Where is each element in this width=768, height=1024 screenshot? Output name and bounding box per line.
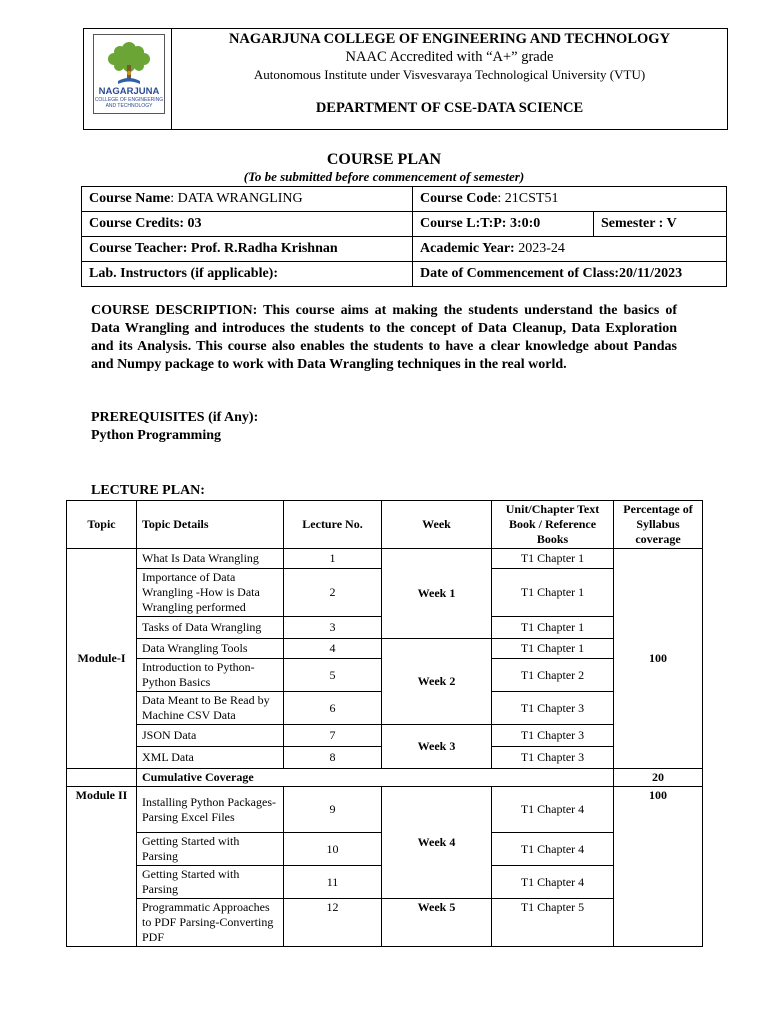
page-title: COURSE PLAN bbox=[326, 151, 442, 168]
lab-instructors-cell: Lab. Instructors (if applicable): bbox=[82, 262, 413, 287]
svg-text:COLLEGE OF ENGINEERING: COLLEGE OF ENGINEERING bbox=[94, 97, 164, 103]
topic-detail: Getting Started with Parsing bbox=[137, 833, 284, 866]
week-cell: Week 2 bbox=[382, 639, 492, 725]
cumulative-coverage-label: Cumulative Coverage bbox=[137, 769, 614, 787]
course-description: COURSE DESCRIPTION: This course aims at making the students understand the basics of Data Wrangling and introduces the students to the concept of Data Cleanup, Data Exploration and its Analysis. This course also enables the students to have a clear knowledge about Pandas and Numpy package to work with Data Wrangling techniques in the real world. bbox=[91, 303, 677, 372]
week-cell: Week 5 bbox=[382, 899, 492, 947]
cumulative-coverage-value: 20 bbox=[614, 769, 703, 787]
department-name: DEPARTMENT OF CSE-DATA SCIENCE bbox=[315, 100, 584, 116]
chapter-ref: T1 Chapter 2 bbox=[492, 659, 614, 692]
lecture-number: 12 bbox=[284, 899, 382, 947]
course-code-cell: Course Code: 21CST51 bbox=[413, 187, 727, 212]
syllabus-percentage: 100 bbox=[614, 787, 703, 947]
week-cell: Week 4 bbox=[382, 787, 492, 899]
topic-detail: Data Wrangling Tools bbox=[137, 639, 284, 659]
commencement-date-cell: Date of Commencement of Class:20/11/2023 bbox=[413, 262, 727, 287]
topic-detail: JSON Data bbox=[137, 725, 284, 747]
svg-text:AND TECHNOLOGY: AND TECHNOLOGY bbox=[105, 103, 153, 109]
topic-detail: Importance of Data Wrangling -How is Data Wrangling performed bbox=[137, 569, 284, 617]
lecture-number: 2 bbox=[284, 569, 382, 617]
naac-accreditation: NAAC Accredited with “A+” grade bbox=[345, 49, 554, 65]
lecture-plan-table bbox=[66, 500, 703, 947]
col-header-topic-details: Topic Details bbox=[137, 501, 284, 549]
topic-detail: XML Data bbox=[137, 747, 284, 769]
lecture-number: 4 bbox=[284, 639, 382, 659]
lecture-number: 8 bbox=[284, 747, 382, 769]
chapter-ref: T1 Chapter 4 bbox=[492, 866, 614, 899]
lecture-number: 9 bbox=[284, 787, 382, 833]
autonomous-line: Autonomous Institute under Visvesvaraya Technological University (VTU) bbox=[253, 67, 646, 82]
course-credits-cell: Course Credits: 03 bbox=[82, 212, 413, 237]
course-name-cell: Course Name: DATA WRANGLING bbox=[82, 187, 413, 212]
lecture-number: 1 bbox=[284, 549, 382, 569]
chapter-ref: T1 Chapter 3 bbox=[492, 692, 614, 725]
course-teacher-cell: Course Teacher: Prof. R.Radha Krishnan bbox=[82, 237, 413, 262]
college-name: NAGARJUNA COLLEGE OF ENGINEERING AND TECHNOLOGY bbox=[228, 31, 671, 47]
chapter-ref: T1 Chapter 4 bbox=[492, 833, 614, 866]
topic-detail: Data Meant to Be Read by Machine CSV Data bbox=[137, 692, 284, 725]
course-ltp-cell: Course L:T:P: 3:0:0 bbox=[413, 212, 594, 237]
chapter-ref: T1 Chapter 5 bbox=[492, 899, 614, 947]
week-cell: Week 3 bbox=[382, 725, 492, 769]
prerequisites-heading: PREREQUISITES (if Any): bbox=[91, 410, 259, 425]
lecture-number: 7 bbox=[284, 725, 382, 747]
lecture-number: 6 bbox=[284, 692, 382, 725]
topic-detail: Programmatic Approaches to PDF Parsing-Converting PDF bbox=[137, 899, 284, 947]
topic-detail: Introduction to Python-Python Basics bbox=[137, 659, 284, 692]
topic-detail: Installing Python Packages-Parsing Excel Files bbox=[137, 787, 284, 833]
logo-cell bbox=[84, 29, 172, 129]
topic-detail: Getting Started with Parsing bbox=[137, 866, 284, 899]
chapter-ref: T1 Chapter 3 bbox=[492, 725, 614, 747]
syllabus-percentage: 100 bbox=[614, 549, 703, 769]
col-header-lecture-no: Lecture No. bbox=[284, 501, 382, 549]
chapter-ref: T1 Chapter 4 bbox=[492, 787, 614, 833]
col-header-topic: Topic bbox=[67, 501, 137, 549]
chapter-ref: T1 Chapter 3 bbox=[492, 747, 614, 769]
academic-year-cell: Academic Year: 2023-24 bbox=[413, 237, 727, 262]
chapter-ref: T1 Chapter 1 bbox=[492, 617, 614, 639]
col-header-unit-chapter: Unit/Chapter Text Book / Reference Books bbox=[492, 501, 614, 549]
header-text bbox=[172, 29, 727, 117]
college-header bbox=[83, 28, 728, 130]
module-name: Module-I bbox=[67, 549, 137, 769]
topic-detail: What Is Data Wrangling bbox=[137, 549, 284, 569]
lecture-number: 11 bbox=[284, 866, 382, 899]
lecture-plan-heading: LECTURE PLAN: bbox=[91, 483, 205, 498]
lecture-number: 10 bbox=[284, 833, 382, 866]
topic-detail: Tasks of Data Wrangling bbox=[137, 617, 284, 639]
lecture-number: 5 bbox=[284, 659, 382, 692]
lecture-number: 3 bbox=[284, 617, 382, 639]
chapter-ref: T1 Chapter 1 bbox=[492, 569, 614, 617]
week-cell: Week 1 bbox=[382, 549, 492, 639]
page-subtitle: (To be submitted before commencement of semester) bbox=[243, 169, 525, 184]
chapter-ref: T1 Chapter 1 bbox=[492, 639, 614, 659]
chapter-ref: T1 Chapter 1 bbox=[492, 549, 614, 569]
col-header-week: Week bbox=[382, 501, 492, 549]
semester-cell: Semester : V bbox=[594, 212, 727, 237]
college-logo bbox=[93, 34, 165, 114]
prerequisites-value: Python Programming bbox=[91, 428, 222, 443]
col-header-percentage: Percentage of Syllabus coverage bbox=[614, 501, 703, 549]
logo-name: NAGARJUNA bbox=[98, 86, 160, 97]
module-name: Module II bbox=[67, 787, 137, 947]
course-info-table bbox=[81, 186, 727, 287]
